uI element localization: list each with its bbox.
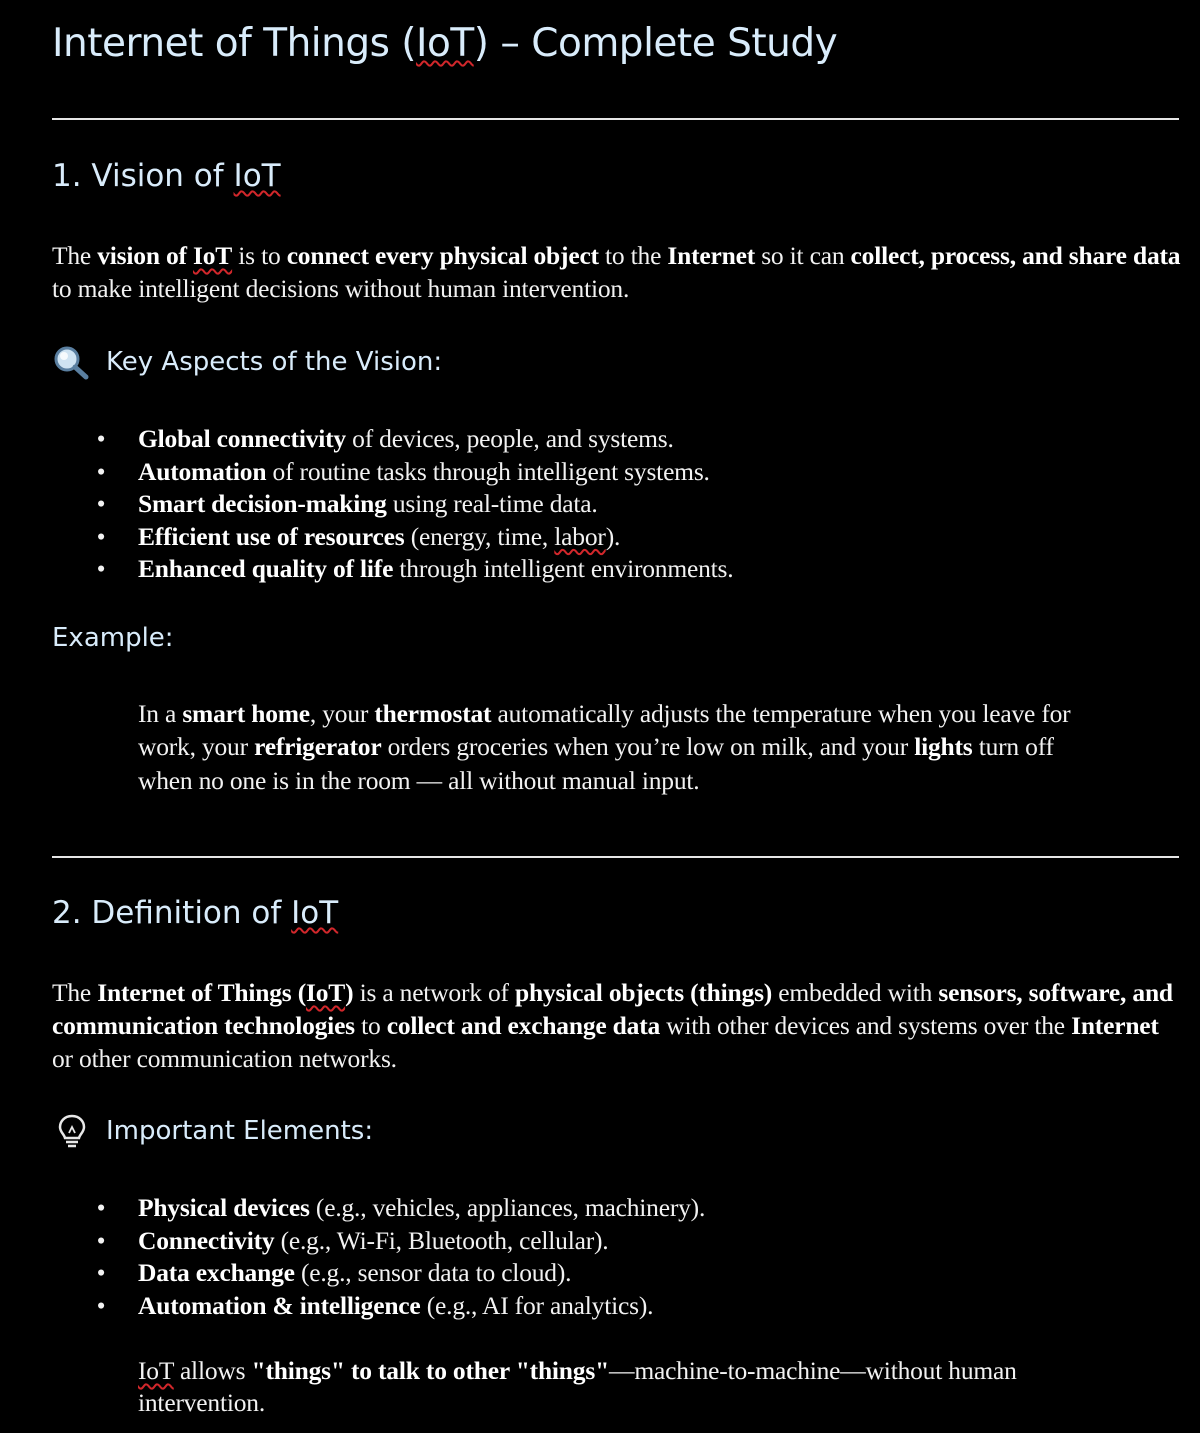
list-item: • Global connectivity of devices, people, and systems. (96, 424, 674, 453)
document-title: Internet of Things (IoT) – Complete Study (52, 21, 838, 66)
subheading-important-elements: Important Elements: (52, 1113, 373, 1149)
list-item: • Data exchange (e.g., sensor data to cloud). (96, 1258, 572, 1287)
magnifying-glass-icon (52, 344, 92, 380)
example-paragraph: In a smart home, your thermostat automatically adjusts the temperature when you leave for work, your refrigerator orders groceries when you’re low on milk, and your lights turn off when no one is in the room — all without manual input. (138, 699, 1071, 795)
lightbulb-icon (52, 1113, 92, 1149)
example-label: Example: (52, 623, 174, 653)
misspelled-word: IoT (416, 21, 474, 66)
list-item: • Automation & intelligence (e.g., AI for analytics). (96, 1290, 654, 1320)
key-aspects-list (0, 423, 1200, 586)
misspelled-word: IoT (233, 158, 281, 194)
list-item: • Connectivity (e.g., Wi-Fi, Bluetooth, cellular). (96, 1225, 609, 1255)
misspelled-word: IoT (291, 895, 339, 931)
subheading-key-aspects: Key Aspects of the Vision: (52, 344, 442, 380)
section-heading-vision: 1. Vision of IoT (52, 158, 281, 194)
closing-paragraph: IoT allows "things" to talk to other "things"—machine-to-machine—without human intervention. (138, 1356, 1017, 1417)
list-item: • Enhanced quality of life through intelligent environments. (96, 554, 734, 583)
horizontal-rule (52, 118, 1179, 120)
vision-paragraph: The vision of IoT is to connect every physical object to the Internet so it can collect, process, and share data to make intelligent decisions without human intervention. (52, 241, 1181, 303)
list-item: • Efficient use of resources (energy, time, labor). (96, 521, 621, 551)
list-item: • Automation of routine tasks through intelligent systems. (96, 456, 710, 486)
important-elements-list (0, 1192, 1200, 1322)
section-heading-definition: 2. Definition of IoT (52, 895, 339, 931)
list-item: • Physical devices (e.g., vehicles, appliances, machinery). (96, 1193, 706, 1222)
horizontal-rule (52, 856, 1179, 858)
definition-paragraph: The Internet of Things (IoT) is a network of physical objects (things) embedded with sensors, software, and communication technologies to collect and exchange data with other devices and systems over the Internet or other communication networks. (52, 978, 1173, 1073)
list-item: • Smart decision-making using real-time data. (96, 489, 598, 518)
